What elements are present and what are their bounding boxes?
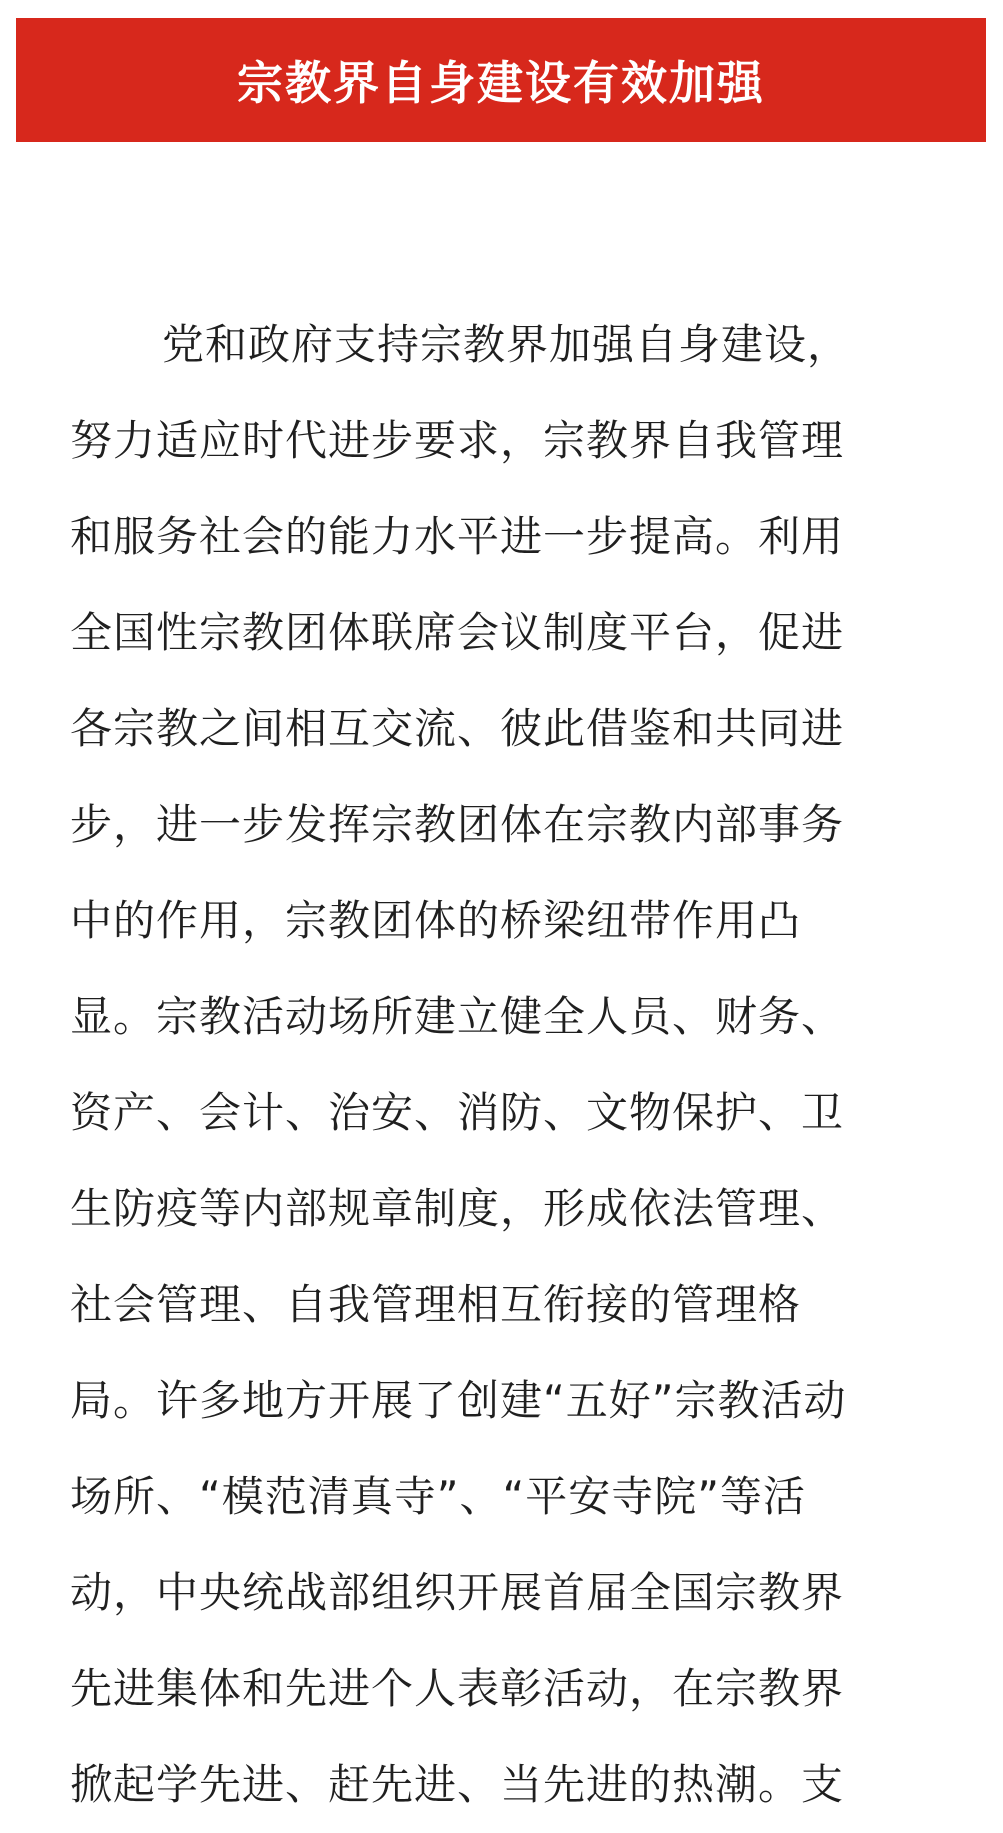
paragraph-line: 努力适应时代进步要求，宗教界自我管理 xyxy=(70,416,845,465)
paragraph-line: 掀起学先进、赶先进、当先进的热潮。支 xyxy=(70,1760,845,1809)
article-body xyxy=(70,297,950,1833)
title-banner xyxy=(16,18,986,142)
paragraph-line: 和服务社会的能力水平进一步提高。利用 xyxy=(70,512,845,561)
page-title: 宗教界自身建设有效加强 xyxy=(237,56,765,110)
paragraph-line: 各宗教之间相互交流、彼此借鉴和共同进 xyxy=(70,704,845,753)
paragraph-line: 场所、“模范清真寺”、“平安寺院”等活 xyxy=(70,1472,807,1521)
paragraph-line: 局。许多地方开展了创建“五好”宗教活动 xyxy=(70,1376,847,1425)
paragraph-line: 资产、会计、治安、消防、文物保护、卫 xyxy=(70,1088,845,1137)
paragraph-line: 先进集体和先进个人表彰活动，在宗教界 xyxy=(70,1664,845,1713)
paragraph-line: 全国性宗教团体联席会议制度平台，促进 xyxy=(70,608,845,657)
paragraph-line: 动，中央统战部组织开展首届全国宗教界 xyxy=(70,1568,845,1617)
paragraph-line: 生防疫等内部规章制度，形成依法管理、 xyxy=(70,1184,845,1233)
paragraph-line: 社会管理、自我管理相互衔接的管理格 xyxy=(70,1280,802,1329)
paragraph-line: 显。宗教活动场所建立健全人员、财务、 xyxy=(70,992,845,1041)
paragraph-line: 党和政府支持宗教界加强自身建设， xyxy=(162,320,851,369)
paragraph-line: 步，进一步发挥宗教团体在宗教内部事务 xyxy=(70,800,845,849)
paragraph-line: 中的作用，宗教团体的桥梁纽带作用凸 xyxy=(70,896,802,945)
